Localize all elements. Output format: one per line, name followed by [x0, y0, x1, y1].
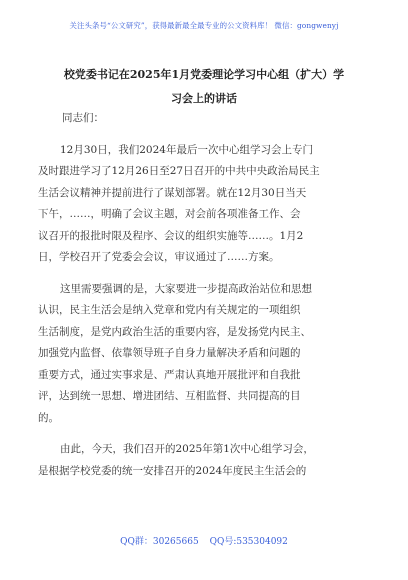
paragraph-line: 评，达到统一思想、增进团结、互相监督、共同提高的目 — [38, 390, 301, 402]
qq-group-label: QQ群：30265665 — [120, 537, 199, 547]
paragraph-line: 12月30日，我们2024年最后一次中心组学习会上专门 — [60, 143, 313, 156]
paragraph-line: 这里需要强调的是，大家要进一步提高政治站位和思想 — [60, 282, 312, 295]
title-line-1: 校党委书记在2025年1月党委理论学习中心组（扩大）学 — [63, 68, 345, 81]
paragraph-line: 是根据学校党委的统一安排召开的2024年度民主生活会的 — [38, 464, 307, 477]
paragraph-line: 下午，……，明确了会议主题，对会前各项准备工作、会 — [38, 208, 301, 220]
paragraph-line: 由此，今天，我们召开的2025年第1次中心组学习会， — [60, 443, 314, 455]
paragraph-line: 认识，民主生活会是纳入党章和党内有关规定的一项组织 — [38, 304, 301, 316]
paragraph-line: 生活会议精神并提前进行了谋划部署。就在12月30日当天 — [38, 186, 307, 199]
qq-number-label: QQ号:535304092 — [209, 537, 288, 547]
paragraph-line: 的。 — [38, 411, 59, 424]
paragraph-line: 及时跟进学习了12月26日至27日召开的中共中央政治局民主 — [38, 165, 320, 177]
paragraph-1 — [38, 140, 370, 269]
paragraph-line: 加强党内监督、依靠领导班子自身力量解决矛盾和问题的 — [38, 347, 301, 359]
footer-contact — [0, 534, 408, 547]
paragraph-3 — [38, 439, 370, 482]
paragraph-line: 重要方式，通过实事求是、严肃认真地开展批评和自我批 — [38, 368, 301, 381]
paragraph-line: 生活制度，是党内政治生活的重要内容，是发扬党内民主、 — [38, 325, 311, 338]
paragraph-2 — [38, 279, 370, 430]
document-title — [0, 63, 408, 111]
document-body — [38, 108, 370, 492]
header-banner: 关注头条号“公文研究”，获得最新最全最专业的公文资料库！ 微信：gongwenyj — [69, 21, 339, 30]
paragraph-line: 日，学校召开了党委会会议，审议通过了……方案。 — [38, 251, 280, 263]
paragraph-line: 议召开的报批时限及程序、会议的组织实施等……。1月2 — [38, 229, 304, 242]
title-line-2: 习会上的讲话 — [171, 92, 237, 105]
greeting: 同志们： — [62, 112, 104, 124]
